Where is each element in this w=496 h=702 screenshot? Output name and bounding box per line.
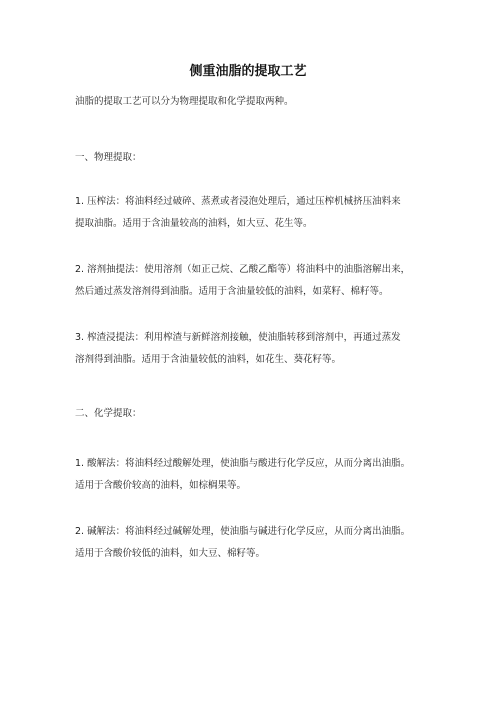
physical-item-1-line-1: 1. 压榨法：将油料经过破碎、蒸煮或者浸泡处理后，通过压榨机械挤压油料来 [75, 196, 401, 207]
physical-item-3-line-1: 3. 榨渣浸提法：利用榨渣与新鲜溶剂接触，使油脂转移到溶剂中，再通过蒸发 [75, 332, 401, 343]
physical-item-2-line-2: 然后通过蒸发溶剂得到油脂。适用于含油量较低的油料，如菜籽、棉籽等。 [75, 286, 389, 297]
intro-paragraph: 油脂的提取工艺可以分为物理提取和化学提取两种。 [75, 96, 294, 107]
chemical-item-1-line-2: 适用于含酸价较高的油料，如棕榈果等。 [75, 480, 247, 491]
section-heading-chemical: 二、化学提取： [75, 408, 142, 419]
chemical-item-1-line-1: 1. 酸解法：将油料经过酸解处理，使油脂与酸进行化学反应，从而分离出油脂。 [75, 458, 411, 469]
chemical-item-2-line-1: 2. 碱解法：将油料经过碱解处理，使油脂与碱进行化学反应，从而分离出油脂。 [75, 526, 411, 537]
section-heading-physical: 一、物理提取： [75, 152, 142, 163]
physical-item-3-line-2: 溶剂得到油脂。适用于含油量较低的油料，如花生、葵花籽等。 [75, 354, 342, 365]
document-title: 侧重油脂的提取工艺 [189, 64, 307, 79]
physical-item-1-line-2: 提取油脂。适用于含油量较高的油料，如大豆、花生等。 [75, 218, 313, 229]
chemical-item-2-line-2: 适用于含酸价较低的油料，如大豆、棉籽等。 [75, 548, 266, 559]
physical-item-2-line-1: 2. 溶剂抽提法：使用溶剂（如正己烷、乙酸乙酯等）将油料中的油脂溶解出来， [75, 264, 411, 275]
